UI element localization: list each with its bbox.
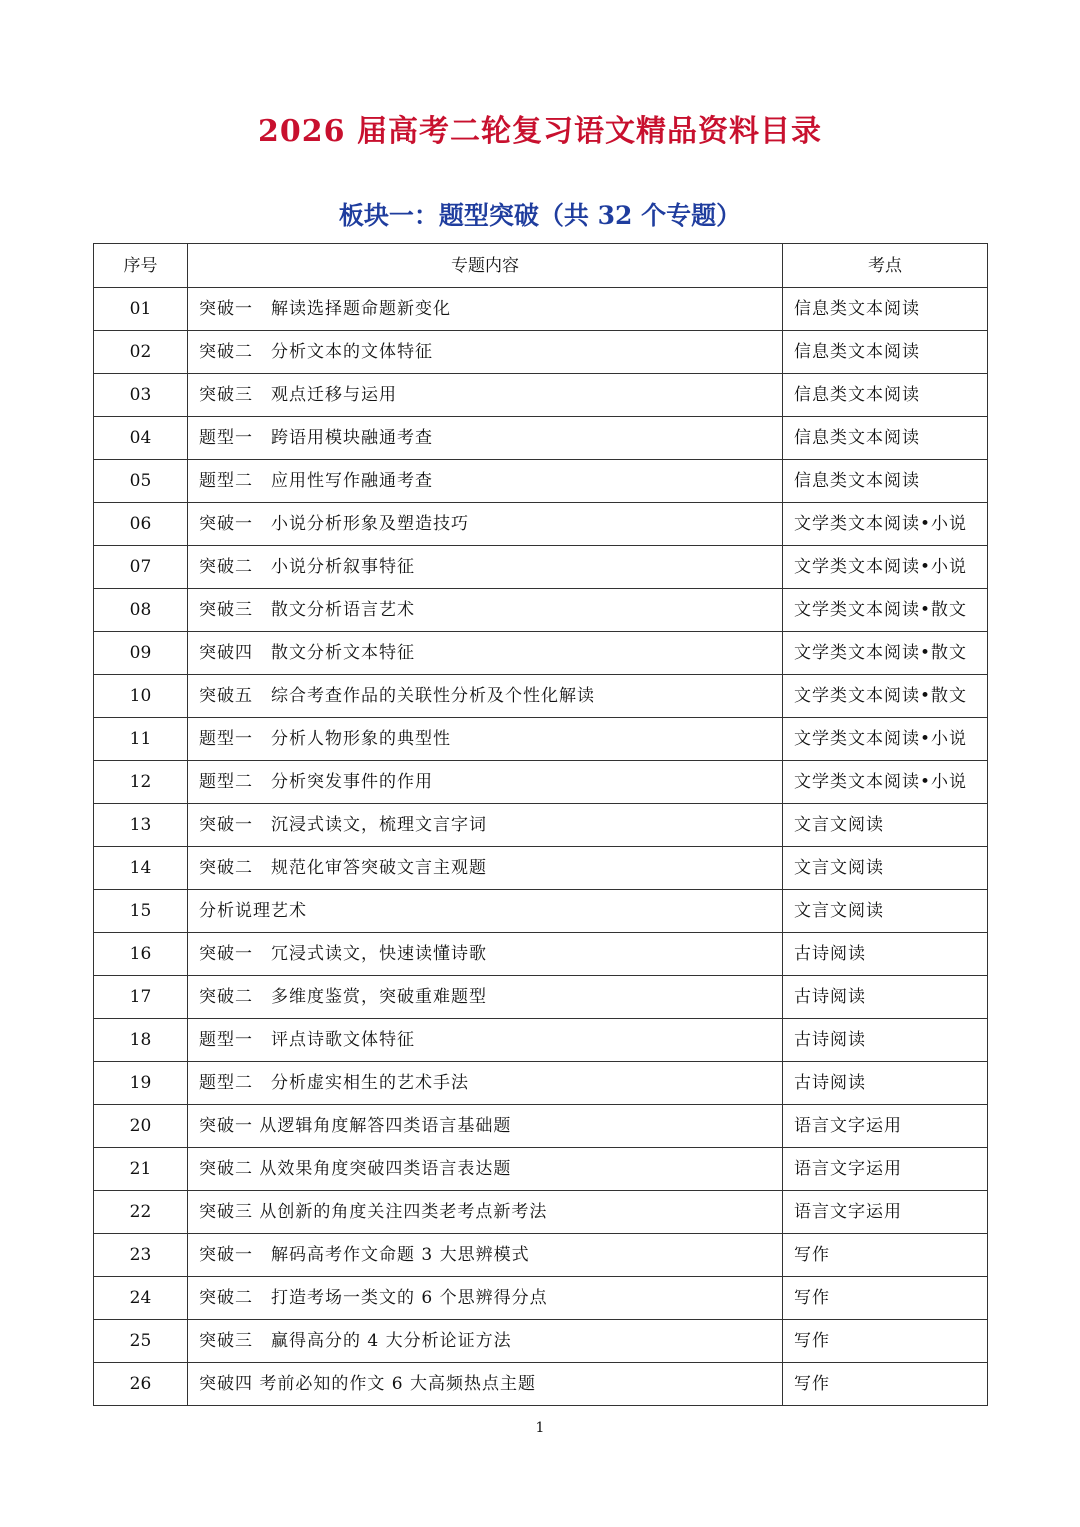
row-exam-point: 语言文字运用 [783, 1105, 988, 1148]
table-row [94, 804, 988, 847]
row-topic: 突破一 解读选择题命题新变化 [188, 288, 783, 331]
row-topic: 突破四 考前必知的作文 6 大高频热点主题 [188, 1363, 783, 1406]
row-serial-number: 01 [94, 288, 188, 331]
row-topic: 突破三 赢得高分的 4 大分析论证方法 [188, 1320, 783, 1363]
row-exam-point: 文学类文本阅读•散文 [783, 675, 988, 718]
row-serial-number: 06 [94, 503, 188, 546]
row-serial-number: 22 [94, 1191, 188, 1234]
row-topic: 突破二 小说分析叙事特征 [188, 546, 783, 589]
row-topic: 题型一 评点诗歌文体特征 [188, 1019, 783, 1062]
table-row [94, 331, 988, 374]
table-row [94, 417, 988, 460]
row-topic: 突破三 观点迁移与运用 [188, 374, 783, 417]
table-row [94, 374, 988, 417]
row-serial-number: 13 [94, 804, 188, 847]
header-serial-number: 序号 [94, 244, 188, 288]
row-serial-number: 24 [94, 1277, 188, 1320]
table-row [94, 460, 988, 503]
row-serial-number: 15 [94, 890, 188, 933]
row-exam-point: 文学类文本阅读•散文 [783, 632, 988, 675]
table-row [94, 1234, 988, 1277]
row-serial-number: 07 [94, 546, 188, 589]
row-exam-point: 古诗阅读 [783, 933, 988, 976]
row-topic: 突破二 规范化审答突破文言主观题 [188, 847, 783, 890]
row-serial-number: 04 [94, 417, 188, 460]
table-row [94, 1320, 988, 1363]
row-topic: 分析说理艺术 [188, 890, 783, 933]
row-topic: 题型二 分析虚实相生的艺术手法 [188, 1062, 783, 1105]
row-serial-number: 05 [94, 460, 188, 503]
row-topic: 突破一 解码高考作文命题 3 大思辨模式 [188, 1234, 783, 1277]
row-topic: 突破一 从逻辑角度解答四类语言基础题 [188, 1105, 783, 1148]
row-serial-number: 11 [94, 718, 188, 761]
row-exam-point: 文学类文本阅读•小说 [783, 503, 988, 546]
table-row [94, 1019, 988, 1062]
row-exam-point: 写作 [783, 1234, 988, 1277]
row-exam-point: 古诗阅读 [783, 1019, 988, 1062]
table-header-row [94, 244, 988, 288]
row-exam-point: 信息类文本阅读 [783, 331, 988, 374]
row-serial-number: 09 [94, 632, 188, 675]
row-exam-point: 文言文阅读 [783, 804, 988, 847]
row-serial-number: 10 [94, 675, 188, 718]
row-serial-number: 23 [94, 1234, 188, 1277]
row-exam-point: 信息类文本阅读 [783, 288, 988, 331]
table-row [94, 890, 988, 933]
row-serial-number: 17 [94, 976, 188, 1019]
table-row [94, 1277, 988, 1320]
table-row [94, 847, 988, 890]
row-topic: 突破五 综合考查作品的关联性分析及个性化解读 [188, 675, 783, 718]
table-row [94, 761, 988, 804]
row-topic: 突破一 沉浸式读文，梳理文言字词 [188, 804, 783, 847]
toc-table [93, 243, 988, 1406]
row-serial-number: 08 [94, 589, 188, 632]
table-row [94, 632, 988, 675]
table-row [94, 546, 988, 589]
row-serial-number: 18 [94, 1019, 188, 1062]
table-row [94, 933, 988, 976]
row-topic: 题型二 应用性写作融通考查 [188, 460, 783, 503]
row-exam-point: 文学类文本阅读•小说 [783, 761, 988, 804]
row-exam-point: 古诗阅读 [783, 976, 988, 1019]
row-exam-point: 文学类文本阅读•小说 [783, 546, 988, 589]
row-exam-point: 文学类文本阅读•小说 [783, 718, 988, 761]
row-exam-point: 信息类文本阅读 [783, 417, 988, 460]
row-topic: 突破一 小说分析形象及塑造技巧 [188, 503, 783, 546]
document-title: 2026 届高考二轮复习语文精品资料目录 [258, 114, 822, 149]
row-serial-number: 12 [94, 761, 188, 804]
toc-table-body [94, 288, 988, 1406]
table-row [94, 1105, 988, 1148]
row-exam-point: 信息类文本阅读 [783, 460, 988, 503]
page-number: 1 [535, 1420, 545, 1436]
row-topic: 突破四 散文分析文本特征 [188, 632, 783, 675]
row-exam-point: 写作 [783, 1277, 988, 1320]
row-serial-number: 20 [94, 1105, 188, 1148]
table-row [94, 503, 988, 546]
row-serial-number: 21 [94, 1148, 188, 1191]
row-exam-point: 写作 [783, 1363, 988, 1406]
row-exam-point: 文言文阅读 [783, 847, 988, 890]
row-topic: 突破三 从创新的角度关注四类老考点新考法 [188, 1191, 783, 1234]
row-topic: 突破二 分析文本的文体特征 [188, 331, 783, 374]
row-serial-number: 03 [94, 374, 188, 417]
section-title: 板块一：题型突破（共 32 个专题） [338, 201, 742, 230]
row-exam-point: 语言文字运用 [783, 1148, 988, 1191]
table-row [94, 1148, 988, 1191]
table-row [94, 1191, 988, 1234]
row-topic: 突破三 散文分析语言艺术 [188, 589, 783, 632]
table-row [94, 589, 988, 632]
row-topic: 突破二 打造考场一类文的 6 个思辨得分点 [188, 1277, 783, 1320]
row-serial-number: 16 [94, 933, 188, 976]
row-topic: 突破一 冗浸式读文，快速读懂诗歌 [188, 933, 783, 976]
table-row [94, 976, 988, 1019]
header-exam-point: 考点 [783, 244, 988, 288]
row-exam-point: 文学类文本阅读•散文 [783, 589, 988, 632]
table-row [94, 1363, 988, 1406]
table-row [94, 288, 988, 331]
row-serial-number: 26 [94, 1363, 188, 1406]
row-exam-point: 信息类文本阅读 [783, 374, 988, 417]
row-exam-point: 文言文阅读 [783, 890, 988, 933]
row-serial-number: 25 [94, 1320, 188, 1363]
header-topic-content: 专题内容 [188, 244, 783, 288]
row-serial-number: 02 [94, 331, 188, 374]
row-topic: 题型一 跨语用模块融通考查 [188, 417, 783, 460]
row-exam-point: 写作 [783, 1320, 988, 1363]
row-exam-point: 语言文字运用 [783, 1191, 988, 1234]
row-topic: 突破二 从效果角度突破四类语言表达题 [188, 1148, 783, 1191]
table-row [94, 1062, 988, 1105]
row-serial-number: 14 [94, 847, 188, 890]
row-topic: 突破二 多维度鉴赏，突破重难题型 [188, 976, 783, 1019]
row-exam-point: 古诗阅读 [783, 1062, 988, 1105]
table-row [94, 675, 988, 718]
row-topic: 题型二 分析突发事件的作用 [188, 761, 783, 804]
row-topic: 题型一 分析人物形象的典型性 [188, 718, 783, 761]
table-row [94, 718, 988, 761]
row-serial-number: 19 [94, 1062, 188, 1105]
